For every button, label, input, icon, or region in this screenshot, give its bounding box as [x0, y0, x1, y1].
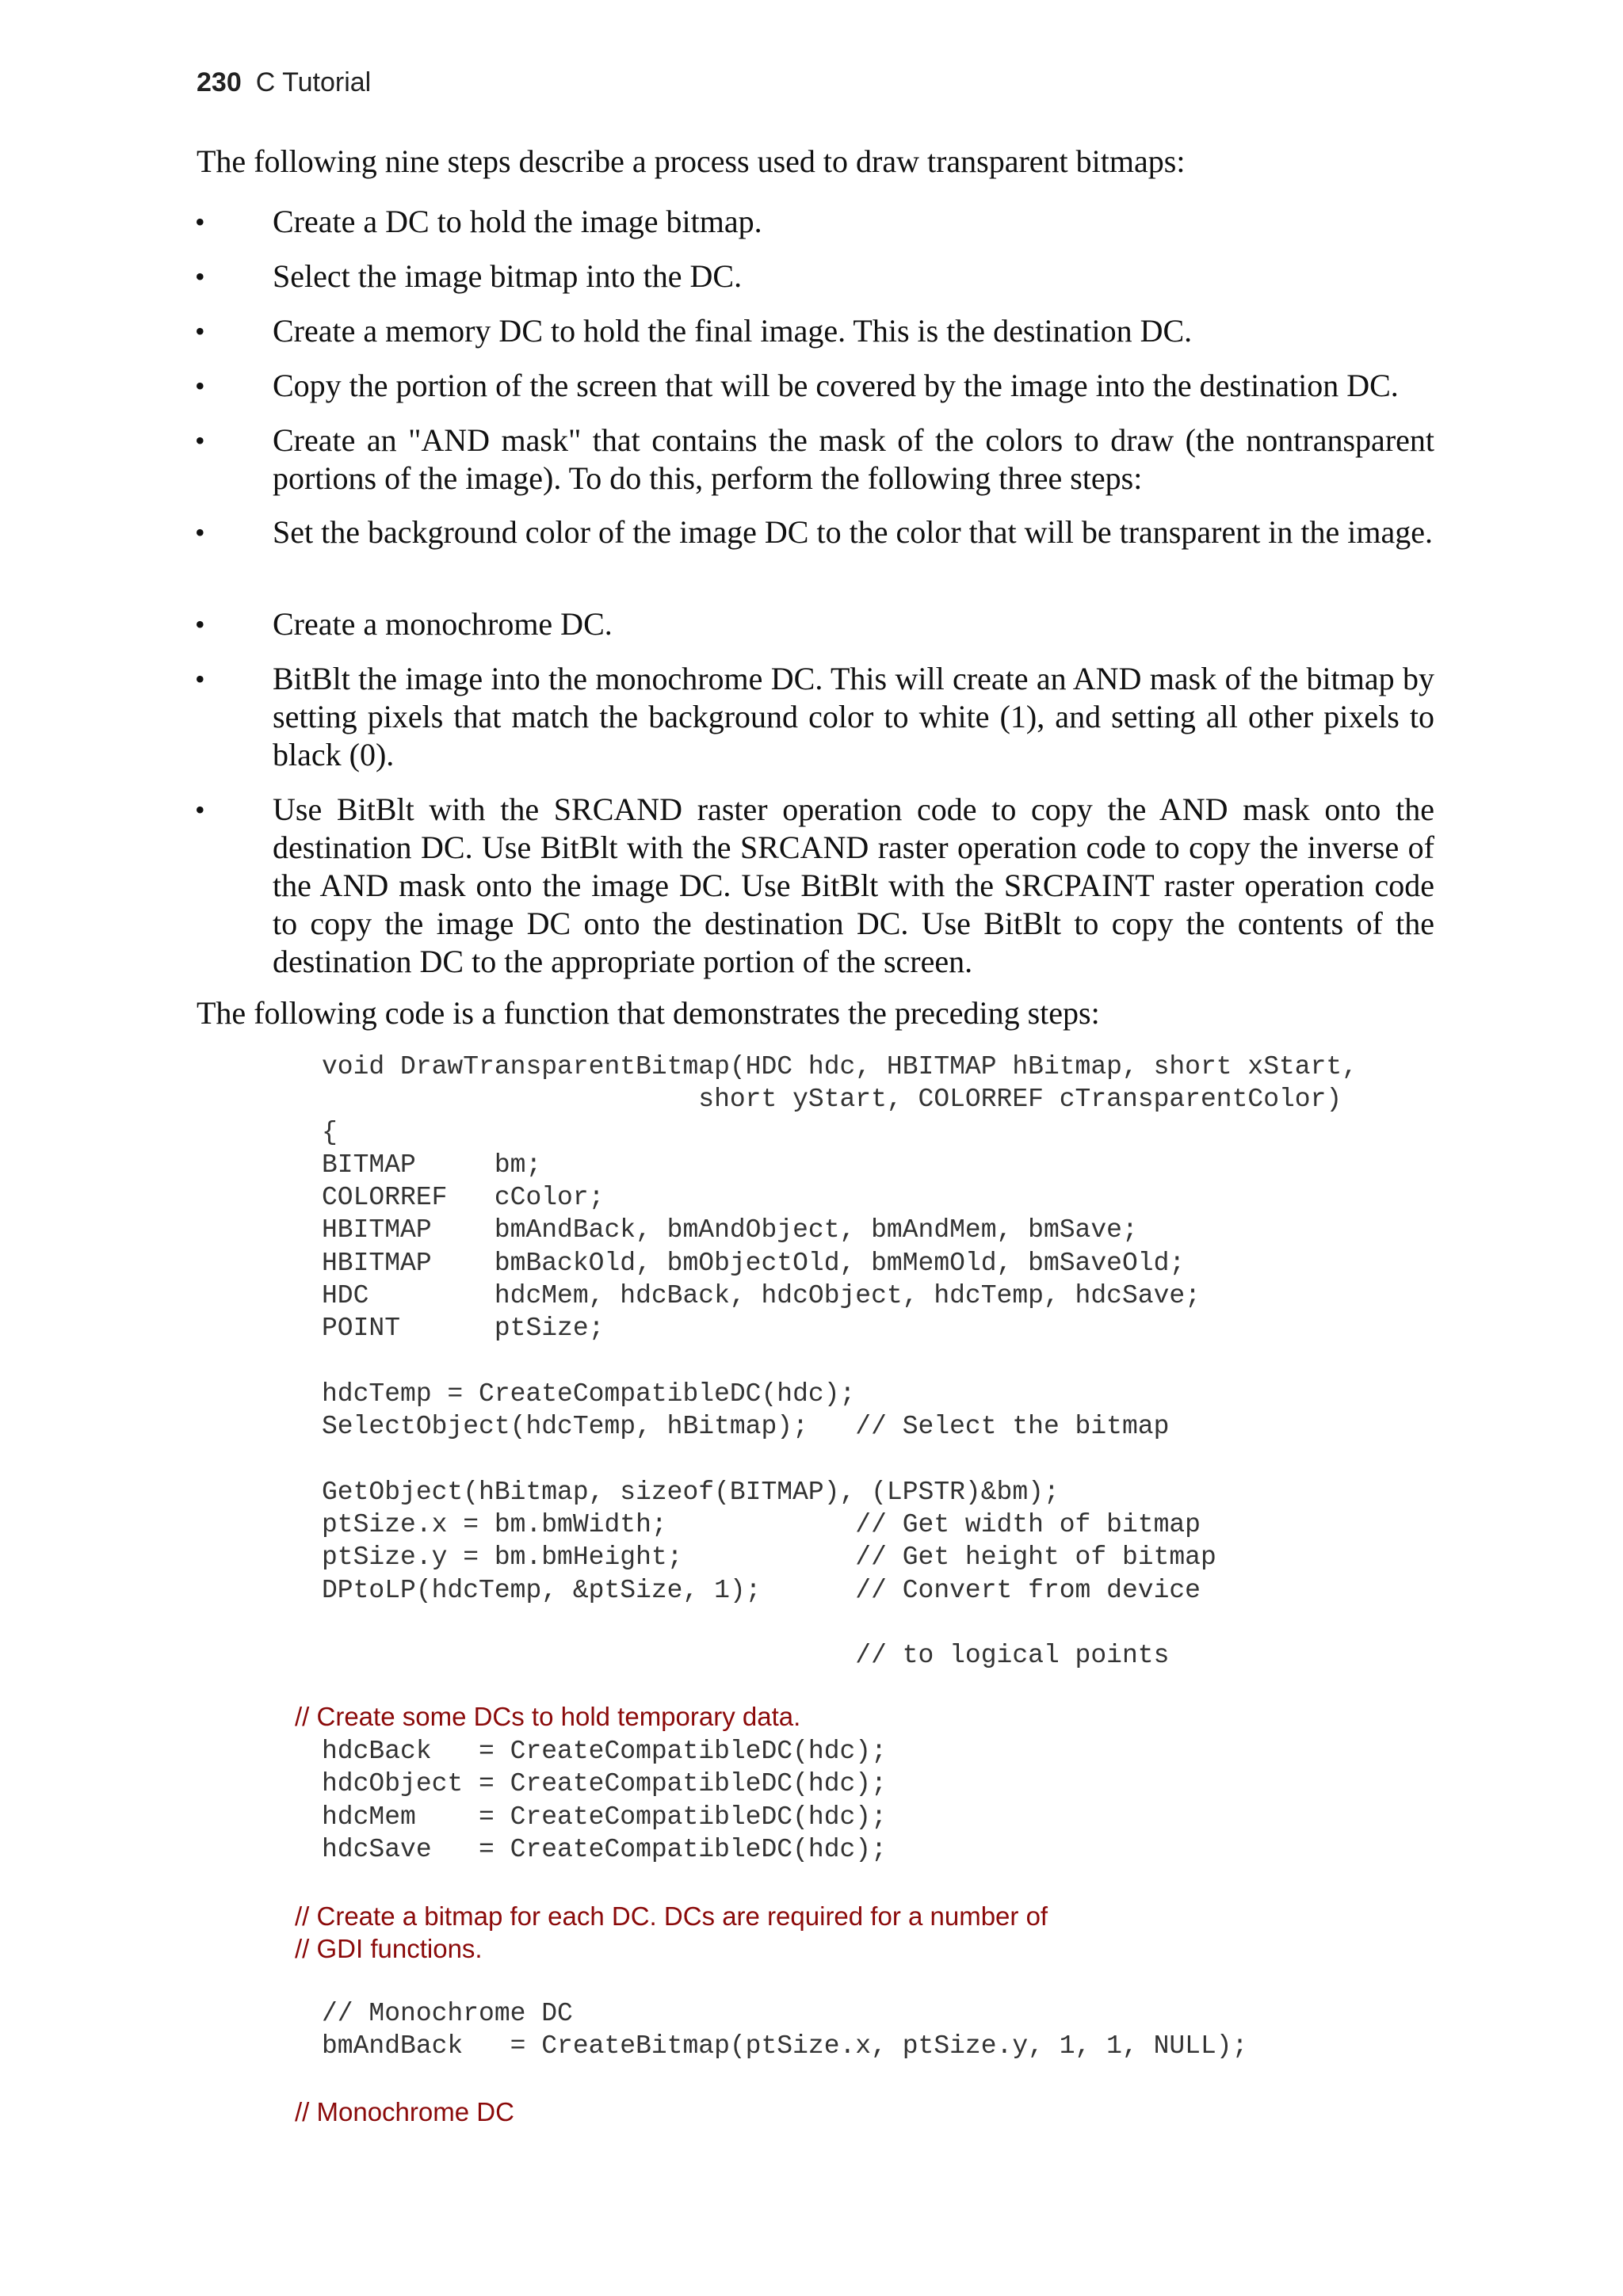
- code-block-create-dcs: hdcBack = CreateCompatibleDC(hdc); hdcObject = CreateCompatibleDC(hdc); hdcMem = CreateCompatibleDC(hdc); hdcSave = CreateCompatibleDC(hdc);: [322, 1737, 887, 1864]
- bullet-icon: •: [195, 315, 205, 347]
- list-item-text: Use BitBlt with the SRCAND raster operation code to copy the AND mask onto the destination DC. Use BitBlt with the SRCAND raster operation code to copy the inverse of the AND mask onto the image DC. Use BitBlt with the SRCPAINT raster operation code to copy the image DC onto the destination DC. Use BitBlt to copy the contents of the destination DC to the appropriate portion of the screen.: [273, 791, 1434, 979]
- code-intro-paragraph: The following code is a function that demonstrates the preceding steps:: [197, 995, 1100, 1031]
- code-comment-create-dcs: // Create some DCs to hold temporary data.: [295, 1702, 801, 1731]
- running-title: C Tutorial: [255, 67, 372, 97]
- bullet-icon: •: [195, 370, 205, 402]
- list-item: [195, 513, 1434, 551]
- code-block-function-header: void DrawTransparentBitmap(HDC hdc, HBITMAP hBitmap, short xStart, short yStart, COLORREF cTransparentColor) { BITMAP bm; COLORREF cColor; HBITMAP bmAndBack, bmAndObject, bmAndMem, bmSave; HBITMAP bmBackOld, bmObjectOld, bmMemOld, bmSaveOld; HDC hdcMem, hdcBack, hdcObject, hdcTemp, hdcSave; POINT ptSize; hdcTemp = CreateCompatibleDC(hdc); SelectObject(hdcTemp, hBitmap); // Select the bitmap GetObject(hBitmap, sizeof(BITMAP), (LPSTR)&bm); ptSize.x = bm.bmWidth; // Get width of bitmap ptSize.y = bm.bmHeight; // Get height of bitmap DPtoLP(hdcTemp, &ptSize, 1); // Convert from device // to logical points: [322, 1052, 1358, 1671]
- list-item-text: Create an "AND mask" that contains the mask of the colors to draw (the nontransparent portions of the image). To do this, perform the following three steps:: [273, 422, 1434, 496]
- bullet-icon: •: [195, 261, 205, 292]
- list-item-text: Create a memory DC to hold the final image. This is the destination DC.: [273, 313, 1193, 349]
- list-item-text: Select the image bitmap into the DC.: [273, 258, 743, 294]
- bullet-icon: •: [195, 517, 205, 548]
- list-item: [195, 605, 1434, 643]
- list-item-text: Create a monochrome DC.: [273, 606, 613, 642]
- code-block-monochrome: // Monochrome DC bmAndBack = CreateBitmap(ptSize.x, ptSize.y, 1, 1, NULL);: [322, 1999, 1248, 2061]
- list-item-text: Set the background color of the image DC to the color that will be transparent in the image.: [273, 514, 1434, 550]
- bullet-icon: •: [195, 794, 205, 826]
- bullet-icon: •: [195, 663, 205, 695]
- bullet-icon: •: [195, 206, 205, 238]
- list-item-text: BitBlt the image into the monochrome DC. This will create an AND mask of the bitmap by setting pixels that match the background color to white (1), and setting all other pixels to black (0).: [273, 661, 1434, 772]
- page-number: 230: [197, 67, 242, 97]
- list-item: [195, 203, 1434, 241]
- list-item-text: Create a DC to hold the image bitmap.: [273, 204, 762, 239]
- list-item-text: Copy the portion of the screen that will be covered by the image into the destination DC.: [273, 368, 1399, 403]
- list-item: [195, 421, 1434, 498]
- bullet-icon: •: [195, 425, 205, 456]
- list-item: [195, 257, 1434, 296]
- list-item: [195, 660, 1434, 774]
- list-item: [195, 791, 1434, 981]
- page-header: [197, 67, 371, 98]
- list-item: [195, 367, 1434, 405]
- code-comment-create-bitmaps: // Create a bitmap for each DC. DCs are required for a number of // GDI functions.: [295, 1901, 1048, 1963]
- intro-paragraph: The following nine steps describe a process used to draw transparent bitmaps:: [197, 143, 1186, 179]
- list-item: [195, 312, 1434, 350]
- code-comment-monochrome: // Monochrome DC: [295, 2097, 514, 2126]
- bullet-icon: •: [195, 608, 205, 640]
